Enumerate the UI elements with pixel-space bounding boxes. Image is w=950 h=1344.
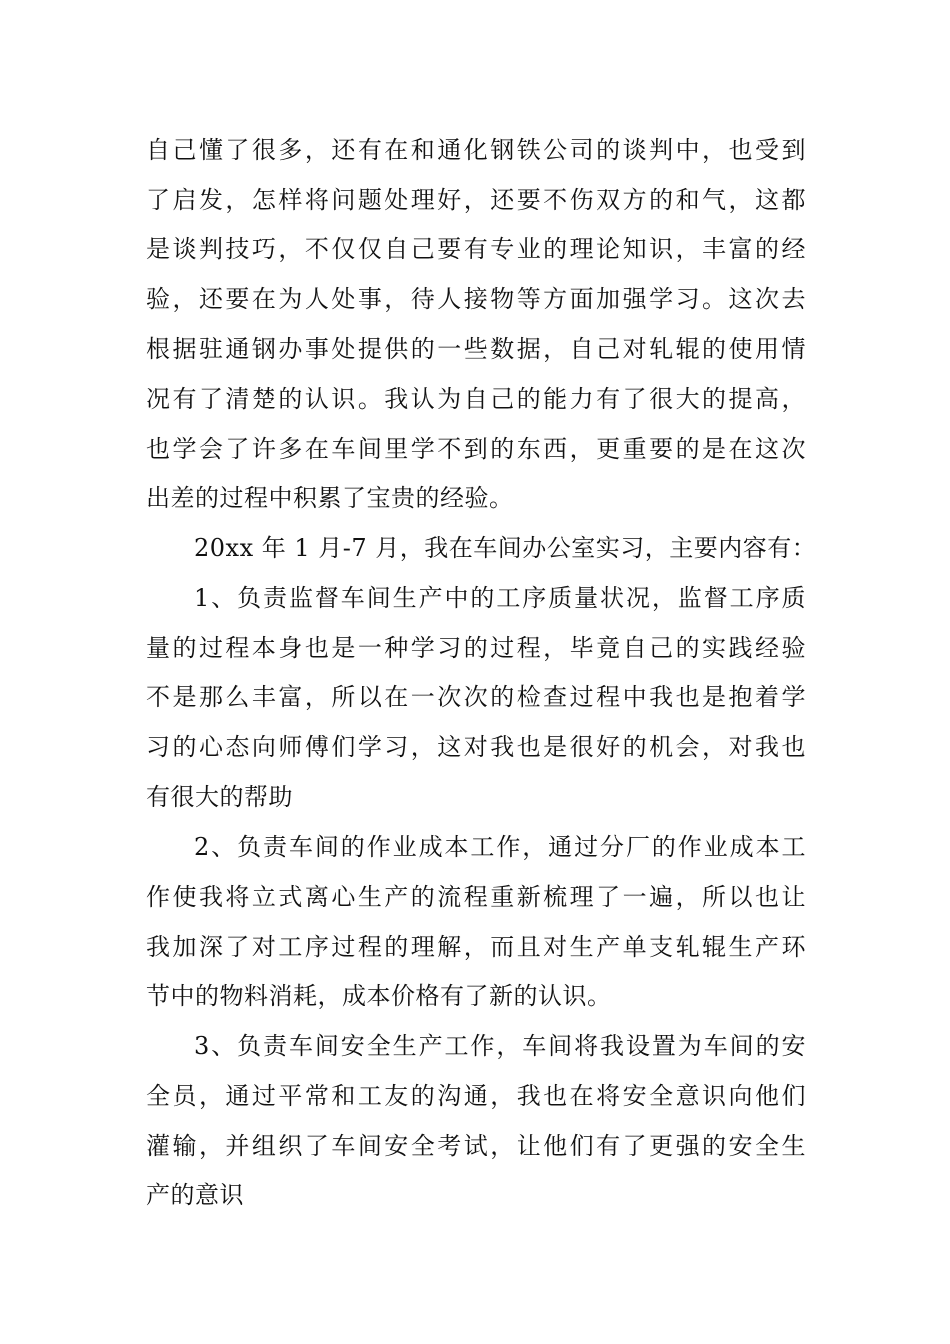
text-line: 是谈判技巧，不仅仅自己要有专业的理论知识，丰富的经 [146,235,806,263]
text-line: 20xx 年 1 月-7 月，我在车间办公室实习，主要内容有： [194,534,817,562]
text-line: 产的意识 [146,1181,244,1209]
text-line: 灌输，并组织了车间安全考试，让他们有了更强的安全生 [146,1132,806,1160]
text-line: 习的心态向师傅们学习，这对我也是很好的机会，对我也 [146,733,806,761]
text-line: 况有了清楚的认识。我认为自己的能力有了很大的提高， [146,385,806,413]
text-line: 3、负责车间安全生产工作，车间将我设置为车间的安 [194,1032,806,1060]
text-line: 2、负责车间的作业成本工作，通过分厂的作业成本工 [194,833,806,861]
text-line: 出差的过程中积累了宝贵的经验。 [146,484,514,512]
text-line: 也学会了许多在车间里学不到的东西，更重要的是在这次 [146,435,806,463]
text-line: 全员，通过平常和工友的沟通，我也在将安全意识向他们 [146,1082,806,1110]
text-line: 了启发，怎样将问题处理好，还要不伤双方的和气，这都 [146,186,806,214]
text-line: 自己懂了很多，还有在和通化钢铁公司的谈判中，也受到 [146,136,806,164]
text-line: 作使我将立式离心生产的流程重新梳理了一遍，所以也让 [146,883,806,911]
text-line: 验，还要在为人处事，待人接物等方面加强学习。这次去 [146,285,806,313]
text-line: 我加深了对工序过程的理解，而且对生产单支轧辊生产环 [146,933,806,961]
text-line: 不是那么丰富，所以在一次次的检查过程中我也是抱着学 [146,683,806,711]
text-line: 节中的物料消耗，成本价格有了新的认识。 [146,982,612,1010]
text-line: 量的过程本身也是一种学习的过程，毕竟自己的实践经验 [146,634,806,662]
text-line: 根据驻通钢办事处提供的一些数据，自己对轧辊的使用情 [146,335,806,363]
text-line: 1、负责监督车间生产中的工序质量状况，监督工序质 [194,584,806,612]
text-line: 有很大的帮助 [146,783,293,811]
